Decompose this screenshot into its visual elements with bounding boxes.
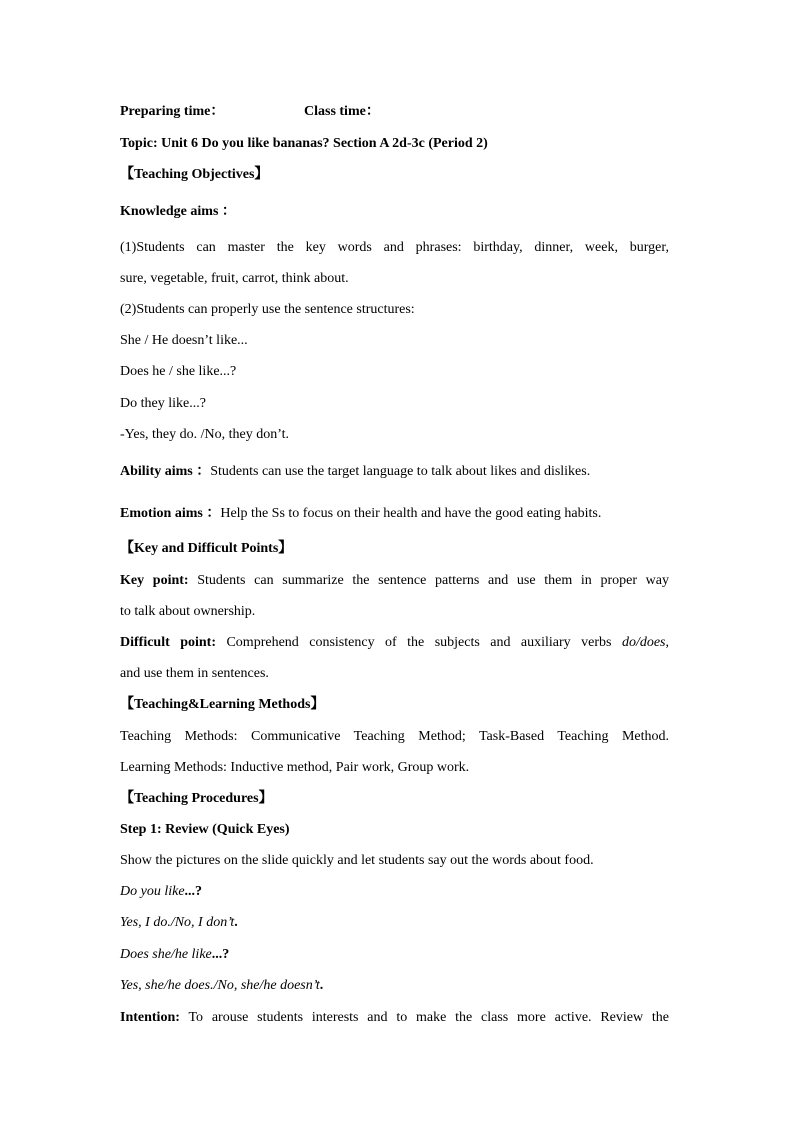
class-time-label: Class time：: [304, 104, 380, 119]
ability-aims: [120, 463, 590, 481]
intention-label: Intention:: [120, 1010, 180, 1025]
preparing-time-label: Preparing time：: [120, 104, 225, 119]
structure-3: Do they like...?: [120, 396, 206, 411]
learning-methods: Learning Methods: Inductive method, Pair work, Group work.: [120, 760, 470, 775]
knowledge-line-3: (2)Students can properly use the sentence structures:: [120, 302, 415, 317]
emotion-label: Emotion aims ：: [120, 506, 221, 521]
topic-label: Topic:: [120, 136, 158, 151]
example-answer-2: Yes, she/he does./No, she/he doesn’t.: [120, 978, 324, 993]
step-1-title: Step 1: Review (Quick Eyes): [120, 822, 290, 837]
structure-1: She / He doesn’t like...: [120, 333, 248, 348]
difficult-point-label: Difficult point:: [120, 635, 217, 650]
section-heading-methods: 【Teaching&Learning Methods】: [120, 697, 325, 712]
difficult-point-line-2: and use them in sentences.: [120, 666, 269, 681]
step-1-instruction: Show the pictures on the slide quickly and let students say out the words about food.: [120, 853, 594, 868]
header-line: [120, 103, 380, 121]
structure-2: Does he / she like...?: [120, 364, 237, 379]
intention-line: Intention: To arouse students interests and to make the class more active. Review the: [120, 1010, 669, 1025]
knowledge-aims-label: Knowledge aims ：: [120, 204, 236, 219]
key-point-label: Key point:: [120, 573, 189, 588]
topic-line: [120, 135, 488, 153]
section-heading-key-points: 【Key and Difficult Points】: [120, 541, 293, 556]
knowledge-line-2: sure, vegetable, fruit, carrot, think about.: [120, 271, 349, 286]
section-heading-procedures: 【Teaching Procedures】: [120, 791, 273, 806]
ability-label: Ability aims ：: [120, 464, 211, 479]
knowledge-line-1: (1)Students can master the key words and phrases: birthday, dinner, week, burger,: [120, 240, 669, 255]
key-point-line-1: Key point: Students can summarize the sentence patterns and use them in proper way: [120, 573, 670, 588]
key-point-line-2: to talk about ownership.: [120, 604, 256, 619]
example-question-2: Does she/he like...?: [120, 947, 230, 962]
ability-text: Students can use the target language to talk about likes and dislikes.: [210, 464, 591, 479]
topic-text: Unit 6 Do you like bananas? Section A 2d-3c (Period 2): [157, 136, 488, 151]
example-answer-1: Yes, I do./No, I don’t.: [120, 915, 238, 930]
emotion-aims: [120, 505, 601, 523]
teaching-methods: Teaching Methods: Communicative Teaching Method; Task-Based Teaching Method.: [120, 729, 669, 744]
example-question-1: Do you like...?: [120, 884, 203, 899]
difficult-point-line-1: Difficult point: Comprehend consistency of the subjects and auxiliary verbs do/does,: [120, 635, 669, 650]
structure-4: -Yes, they do. /No, they don’t.: [120, 427, 290, 442]
section-heading-objectives: 【Teaching Objectives】: [120, 167, 269, 182]
emotion-text: Help the Ss to focus on their health and have the good eating habits.: [220, 506, 602, 521]
